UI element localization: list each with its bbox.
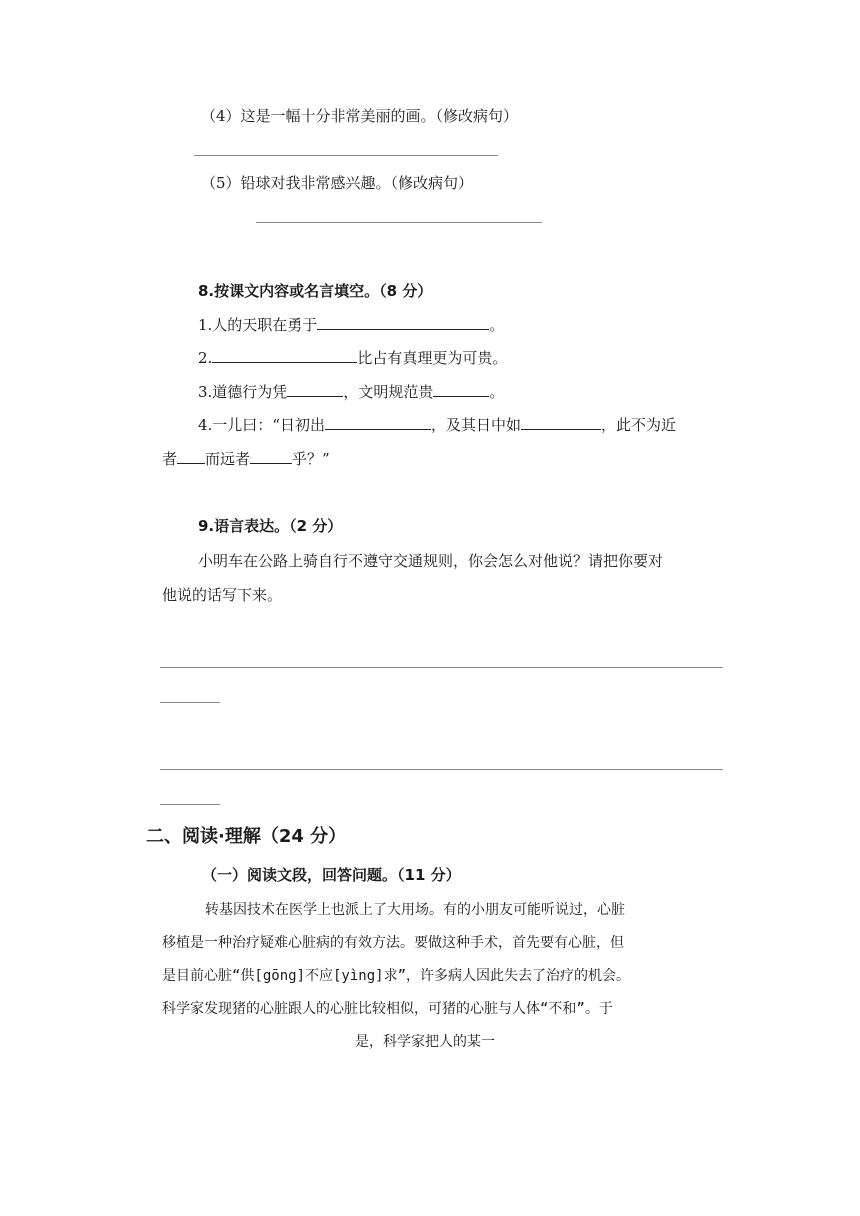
passage-line-3: 是目前心脏“供[gōng]不应[yìng]求”，许多病人因此失去了治疗的机会。 — [162, 968, 631, 984]
q8-line-5-text-c: 乎？” — [292, 450, 330, 468]
fill-blank-7[interactable] — [177, 448, 205, 464]
q8-line-2-text-a: 2. — [198, 349, 213, 367]
q8-line-1-text-b: 。 — [489, 316, 505, 334]
fill-blank-2[interactable] — [212, 347, 357, 363]
answer-line-q9-1[interactable] — [160, 667, 723, 668]
q9-heading: 9.语言表达。（2 分） — [198, 517, 343, 535]
fill-blank-8[interactable] — [250, 448, 292, 464]
fill-blank-1[interactable] — [317, 314, 489, 330]
q8-line-1-text-a: 1.人的天职在勇于 — [198, 316, 318, 334]
q8-line-4-text-c: ，此不为近 — [601, 416, 677, 434]
q7-item-4: （4）这是一幅十分非常美丽的画。（修改病句） — [201, 107, 519, 125]
answer-line-q7-5[interactable] — [256, 222, 542, 223]
q8-line-2 — [198, 347, 507, 369]
passage-line-5: 是，科学家把人的某一 — [355, 1034, 495, 1050]
q8-line-3-text-b: ，文明规范贵 — [343, 383, 434, 401]
fill-blank-4[interactable] — [433, 381, 489, 397]
q8-line-1 — [198, 314, 504, 336]
q9-prompt-line-1: 小明车在公路上骑自行不遵守交通规则，你会怎么对他说？请把你要对 — [198, 552, 664, 570]
answer-line-q7-4[interactable] — [194, 155, 498, 156]
q9-prompt-line-2: 他说的话写下来。 — [162, 586, 283, 604]
q8-line-2-text-b: 比占有真理更为可贵。 — [357, 349, 508, 367]
section-2-heading: 二、阅读·理解（24 分） — [146, 826, 347, 847]
q8-line-5-text-b: 而远者 — [205, 450, 251, 468]
fill-blank-6[interactable] — [521, 414, 601, 430]
fill-blank-5[interactable] — [325, 414, 431, 430]
q8-heading: 8.按课文内容或名言填空。（8 分） — [198, 282, 433, 300]
q8-line-4-text-a: 4.一儿曰：“日初出 — [198, 416, 325, 434]
passage-line-1: 转基因技术在医学上也派上了大用场。有的小朋友可能听说过，心脏 — [205, 902, 625, 918]
q8-line-5 — [162, 448, 330, 470]
answer-line-q9-2-end[interactable] — [160, 804, 220, 805]
fill-blank-3[interactable] — [287, 381, 343, 397]
q8-line-3-text-c: 。 — [489, 383, 505, 401]
passage-line-2: 移植是一种治疗疑难心脏病的有效方法。要做这种手术，首先要有心脏，但 — [162, 935, 624, 951]
q8-line-5-text-a: 者 — [162, 450, 178, 468]
q8-line-3-text-a: 3.道德行为凭 — [198, 383, 288, 401]
q8-line-4 — [198, 414, 676, 436]
passage-line-4: 科学家发现猪的心脏跟人的心脏比较相似，可猪的心脏与人体“不和”。于 — [162, 1001, 613, 1017]
q7-item-5: （5）铅球对我非常感兴趣。（修改病句） — [201, 174, 474, 192]
q8-line-4-text-b: ，及其日中如 — [430, 416, 521, 434]
q8-line-3 — [198, 381, 504, 403]
reading-subheading: （一）阅读文段，回答问题。（11 分） — [202, 866, 461, 884]
answer-line-q9-1-end[interactable] — [160, 702, 220, 703]
answer-line-q9-2[interactable] — [160, 769, 723, 770]
